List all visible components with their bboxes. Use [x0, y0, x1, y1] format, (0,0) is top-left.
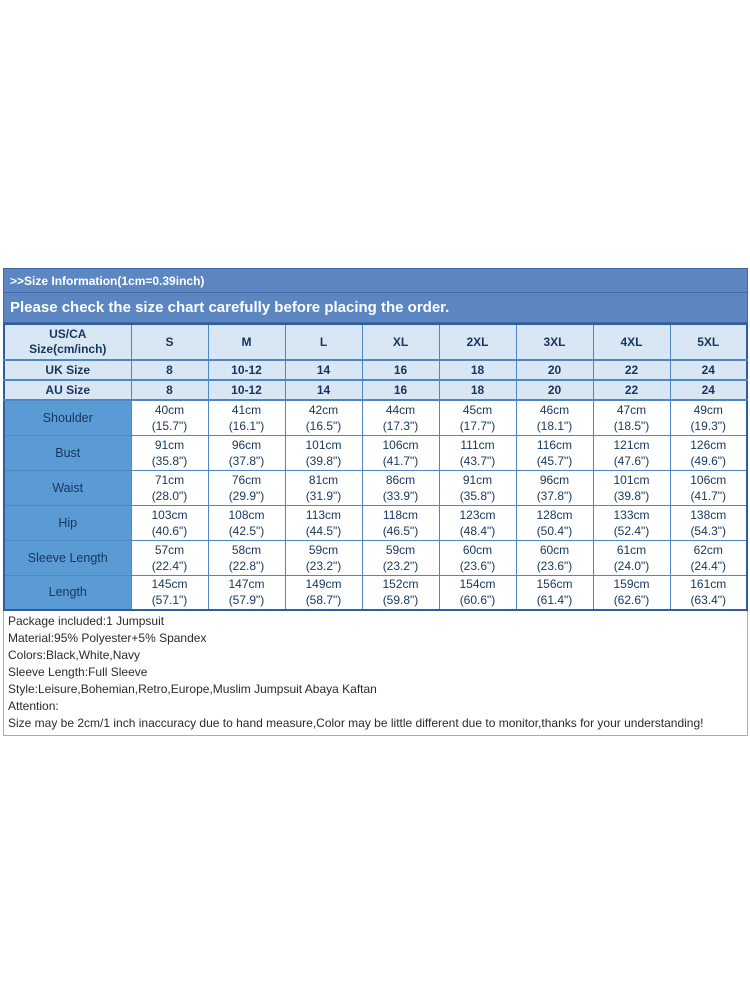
- measurement-inch: (43.7"): [459, 453, 496, 468]
- measurement-cm: 96cm: [231, 437, 262, 452]
- measurement-inch: (57.1"): [151, 593, 188, 608]
- measurement-cell: [362, 470, 439, 505]
- measurement-inch: (23.6"): [536, 558, 573, 573]
- measurement-inch: (18.5"): [613, 418, 650, 433]
- measurement-inch: (45.7"): [536, 453, 573, 468]
- measurement-inch: (58.7"): [305, 593, 342, 608]
- measurement-cm: 61cm: [616, 542, 647, 557]
- details-line: Size may be 2cm/1 inch inaccuracy due to hand measure,Color may be little different due to monitor,thanks for your understanding!: [8, 716, 704, 730]
- measurement-cell: [208, 400, 285, 435]
- size-row: [4, 380, 747, 400]
- measurement-inch: (37.8"): [536, 488, 573, 503]
- measurement-cell: [439, 470, 516, 505]
- measurement-cm: 152cm: [382, 577, 419, 592]
- row-label: AU Size: [4, 380, 131, 400]
- measurement-cm: 126cm: [690, 437, 727, 452]
- row-label: Length: [4, 575, 131, 610]
- measurement-cm: 62cm: [693, 542, 723, 557]
- measurement-cm: 42cm: [308, 402, 339, 417]
- row-label: Bust: [4, 435, 131, 470]
- measurement-inch: (35.8"): [459, 488, 496, 503]
- row-label: Shoulder: [4, 400, 131, 435]
- size-value-cell: 16: [362, 360, 439, 380]
- measurement-inch: (39.8"): [613, 488, 650, 503]
- measurement-cm: 91cm: [462, 472, 493, 487]
- details-line: Style:Leisure,Bohemian,Retro,Europe,Muslim Jumpsuit Abaya Kaftan: [8, 682, 377, 696]
- measurement-cm: 60cm: [462, 542, 493, 557]
- row-label: UK Size: [4, 360, 131, 380]
- measurement-cm: 159cm: [613, 577, 650, 592]
- measurement-inch: (24.0"): [613, 558, 650, 573]
- measurement-cm: 101cm: [613, 472, 650, 487]
- measurement-inch: (47.6"): [613, 453, 650, 468]
- measurement-cell: [131, 505, 208, 540]
- measurement-cm: 60cm: [539, 542, 570, 557]
- measurement-cell: [670, 540, 747, 575]
- measurement-cell: [670, 575, 747, 610]
- column-header-3xl: 3XL: [516, 324, 593, 360]
- measurement-inch: (23.6"): [459, 558, 496, 573]
- measurement-cell: [208, 540, 285, 575]
- measurement-inch: (23.2"): [382, 558, 419, 573]
- size-value-cell: 24: [670, 380, 747, 400]
- size-value-cell: 14: [285, 380, 362, 400]
- measurement-cell: [362, 505, 439, 540]
- measurement-cm: 59cm: [308, 542, 339, 557]
- measurement-cell: [439, 575, 516, 610]
- measurement-cell: [516, 470, 593, 505]
- measurement-cell: [516, 400, 593, 435]
- measurement-cell: [285, 540, 362, 575]
- measurement-cell: [593, 470, 670, 505]
- measurement-cm: 106cm: [690, 472, 727, 487]
- measurement-row: [4, 505, 747, 540]
- measurement-inch: (61.4"): [536, 593, 573, 608]
- column-header-4xl: 4XL: [593, 324, 670, 360]
- measurement-cm: 101cm: [305, 437, 342, 452]
- measurement-cell: [208, 470, 285, 505]
- measurement-inch: (50.4"): [536, 523, 573, 538]
- measurement-inch: (59.8"): [382, 593, 419, 608]
- product-details: [3, 611, 748, 736]
- measurement-cell: [593, 540, 670, 575]
- measurement-cm: 57cm: [154, 542, 185, 557]
- details-line: Sleeve Length:Full Sleeve: [8, 665, 148, 679]
- measurement-inch: (62.6"): [613, 593, 650, 608]
- banner-subtitle: Please check the size chart carefully before placing the order.: [10, 299, 450, 316]
- size-value-cell: 24: [670, 360, 747, 380]
- details-line: Material:95% Polyester+5% Spandex: [8, 631, 207, 645]
- corner-header-line1: US/CA: [49, 327, 87, 341]
- size-value-cell: 8: [131, 380, 208, 400]
- measurement-cell: [208, 435, 285, 470]
- measurement-cell: [362, 435, 439, 470]
- measurement-cm: 116cm: [536, 437, 573, 452]
- measurement-inch: (22.4"): [151, 558, 188, 573]
- measurement-cm: 86cm: [385, 472, 416, 487]
- measurement-inch: (31.9"): [305, 488, 342, 503]
- column-header-m: M: [208, 324, 285, 360]
- measurement-cm: 133cm: [613, 507, 650, 522]
- column-header-row: [4, 324, 747, 360]
- measurement-inch: (60.6"): [459, 593, 496, 608]
- measurement-cell: [593, 400, 670, 435]
- measurement-cm: 96cm: [539, 472, 570, 487]
- column-header-5xl: 5XL: [670, 324, 747, 360]
- row-label: Waist: [4, 470, 131, 505]
- measurement-cm: 106cm: [382, 437, 419, 452]
- measurement-inch: (28.0"): [151, 488, 188, 503]
- column-header-s: S: [131, 324, 208, 360]
- measurement-row: [4, 575, 747, 610]
- measurement-cell: [285, 575, 362, 610]
- measurement-inch: (35.8"): [151, 453, 188, 468]
- measurement-inch: (48.4"): [459, 523, 496, 538]
- measurement-cm: 121cm: [613, 437, 650, 452]
- measurement-cell: [362, 575, 439, 610]
- column-header-l: L: [285, 324, 362, 360]
- size-value-cell: 8: [131, 360, 208, 380]
- measurement-inch: (19.3"): [690, 418, 727, 433]
- measurement-cm: 108cm: [228, 507, 265, 522]
- measurement-cell: [208, 575, 285, 610]
- measurement-inch: (16.5"): [305, 418, 342, 433]
- measurement-inch: (33.9"): [382, 488, 419, 503]
- column-header-xl: XL: [362, 324, 439, 360]
- measurement-inch: (49.6"): [690, 453, 727, 468]
- measurement-inch: (29.9"): [228, 488, 265, 503]
- row-label: Hip: [4, 505, 131, 540]
- measurement-inch: (42.5"): [228, 523, 265, 538]
- measurement-cm: 91cm: [154, 437, 185, 452]
- measurement-cell: [670, 470, 747, 505]
- measurement-cm: 47cm: [616, 402, 647, 417]
- measurement-cell: [593, 575, 670, 610]
- size-value-cell: 20: [516, 380, 593, 400]
- measurement-inch: (23.2"): [305, 558, 342, 573]
- size-value-cell: 18: [439, 360, 516, 380]
- size-chart-table: [3, 323, 748, 611]
- measurement-cell: [208, 505, 285, 540]
- measurement-inch: (18.1"): [536, 418, 573, 433]
- measurement-cell: [593, 505, 670, 540]
- measurement-cm: 156cm: [536, 577, 573, 592]
- measurement-cell: [362, 400, 439, 435]
- measurement-inch: (46.5"): [382, 523, 419, 538]
- measurement-inch: (24.4"): [690, 558, 727, 573]
- measurement-cm: 41cm: [231, 402, 262, 417]
- measurement-inch: (16.1"): [228, 418, 265, 433]
- size-value-cell: 10-12: [208, 380, 285, 400]
- measurement-cm: 145cm: [151, 577, 188, 592]
- measurement-cm: 138cm: [690, 507, 727, 522]
- measurement-inch: (57.9"): [228, 593, 265, 608]
- row-label: Sleeve Length: [4, 540, 131, 575]
- size-info-banner: [3, 268, 748, 323]
- measurement-cell: [593, 435, 670, 470]
- measurement-cm: 111cm: [460, 437, 495, 452]
- measurement-cm: 45cm: [462, 402, 493, 417]
- measurement-cm: 58cm: [231, 542, 262, 557]
- size-value-cell: 22: [593, 380, 670, 400]
- measurement-cell: [516, 575, 593, 610]
- size-value-cell: 14: [285, 360, 362, 380]
- measurement-cell: [439, 540, 516, 575]
- measurement-inch: (17.7"): [459, 418, 496, 433]
- measurement-inch: (15.7"): [151, 418, 188, 433]
- measurement-row: [4, 400, 747, 435]
- measurement-cm: 71cm: [154, 472, 185, 487]
- measurement-cell: [131, 540, 208, 575]
- measurement-cell: [670, 505, 747, 540]
- measurement-cm: 154cm: [459, 577, 496, 592]
- size-value-cell: 10-12: [208, 360, 285, 380]
- measurement-cm: 76cm: [231, 472, 262, 487]
- size-value-cell: 20: [516, 360, 593, 380]
- measurement-cm: 49cm: [693, 402, 723, 417]
- measurement-inch: (41.7"): [690, 488, 727, 503]
- corner-header-line2: Size(cm/inch): [29, 342, 107, 356]
- measurement-row: [4, 435, 747, 470]
- measurement-cm: 113cm: [305, 507, 342, 522]
- measurement-cell: [516, 540, 593, 575]
- measurement-cell: [285, 435, 362, 470]
- size-value-cell: 22: [593, 360, 670, 380]
- details-line: Package included:1 Jumpsuit: [8, 614, 165, 628]
- measurement-cell: [285, 505, 362, 540]
- details-line: Attention:: [8, 699, 59, 713]
- size-value-cell: 16: [362, 380, 439, 400]
- measurement-cm: 161cm: [690, 577, 727, 592]
- measurement-cm: 147cm: [228, 577, 265, 592]
- measurement-cell: [285, 400, 362, 435]
- measurement-cm: 103cm: [151, 507, 188, 522]
- measurement-cell: [362, 540, 439, 575]
- size-information-panel: [3, 268, 748, 736]
- measurement-inch: (44.5"): [305, 523, 342, 538]
- measurement-cell: [516, 435, 593, 470]
- measurement-cell: [131, 470, 208, 505]
- measurement-cm: 128cm: [536, 507, 573, 522]
- measurement-cell: [439, 435, 516, 470]
- measurement-cm: 40cm: [154, 402, 185, 417]
- measurement-cell: [131, 400, 208, 435]
- measurement-cell: [670, 400, 747, 435]
- size-value-cell: 18: [439, 380, 516, 400]
- measurement-inch: (40.6"): [151, 523, 188, 538]
- size-row: [4, 360, 747, 380]
- measurement-cell: [131, 435, 208, 470]
- banner-title: >>Size Information(1cm=0.39inch): [4, 269, 747, 293]
- measurement-inch: (22.8"): [228, 558, 265, 573]
- measurement-cm: 118cm: [382, 507, 419, 522]
- column-header-2xl: 2XL: [439, 324, 516, 360]
- measurement-cm: 149cm: [305, 577, 342, 592]
- measurement-inch: (52.4"): [613, 523, 650, 538]
- measurement-row: [4, 540, 747, 575]
- measurement-cell: [670, 435, 747, 470]
- measurement-cm: 81cm: [308, 472, 339, 487]
- measurement-inch: (17.3"): [382, 418, 419, 433]
- measurement-cell: [285, 470, 362, 505]
- measurement-cm: 46cm: [539, 402, 570, 417]
- measurement-cm: 44cm: [385, 402, 416, 417]
- measurement-row: [4, 470, 747, 505]
- measurement-cell: [131, 575, 208, 610]
- measurement-inch: (54.3"): [690, 523, 727, 538]
- measurement-cell: [439, 400, 516, 435]
- measurement-inch: (37.8"): [228, 453, 265, 468]
- measurement-cm: 123cm: [459, 507, 496, 522]
- measurement-cm: 59cm: [385, 542, 416, 557]
- measurement-inch: (39.8"): [305, 453, 342, 468]
- details-line: Colors:Black,White,Navy: [8, 648, 141, 662]
- measurement-cell: [516, 505, 593, 540]
- measurement-cell: [439, 505, 516, 540]
- measurement-inch: (41.7"): [382, 453, 419, 468]
- measurement-inch: (63.4"): [690, 593, 727, 608]
- corner-header: [4, 324, 131, 360]
